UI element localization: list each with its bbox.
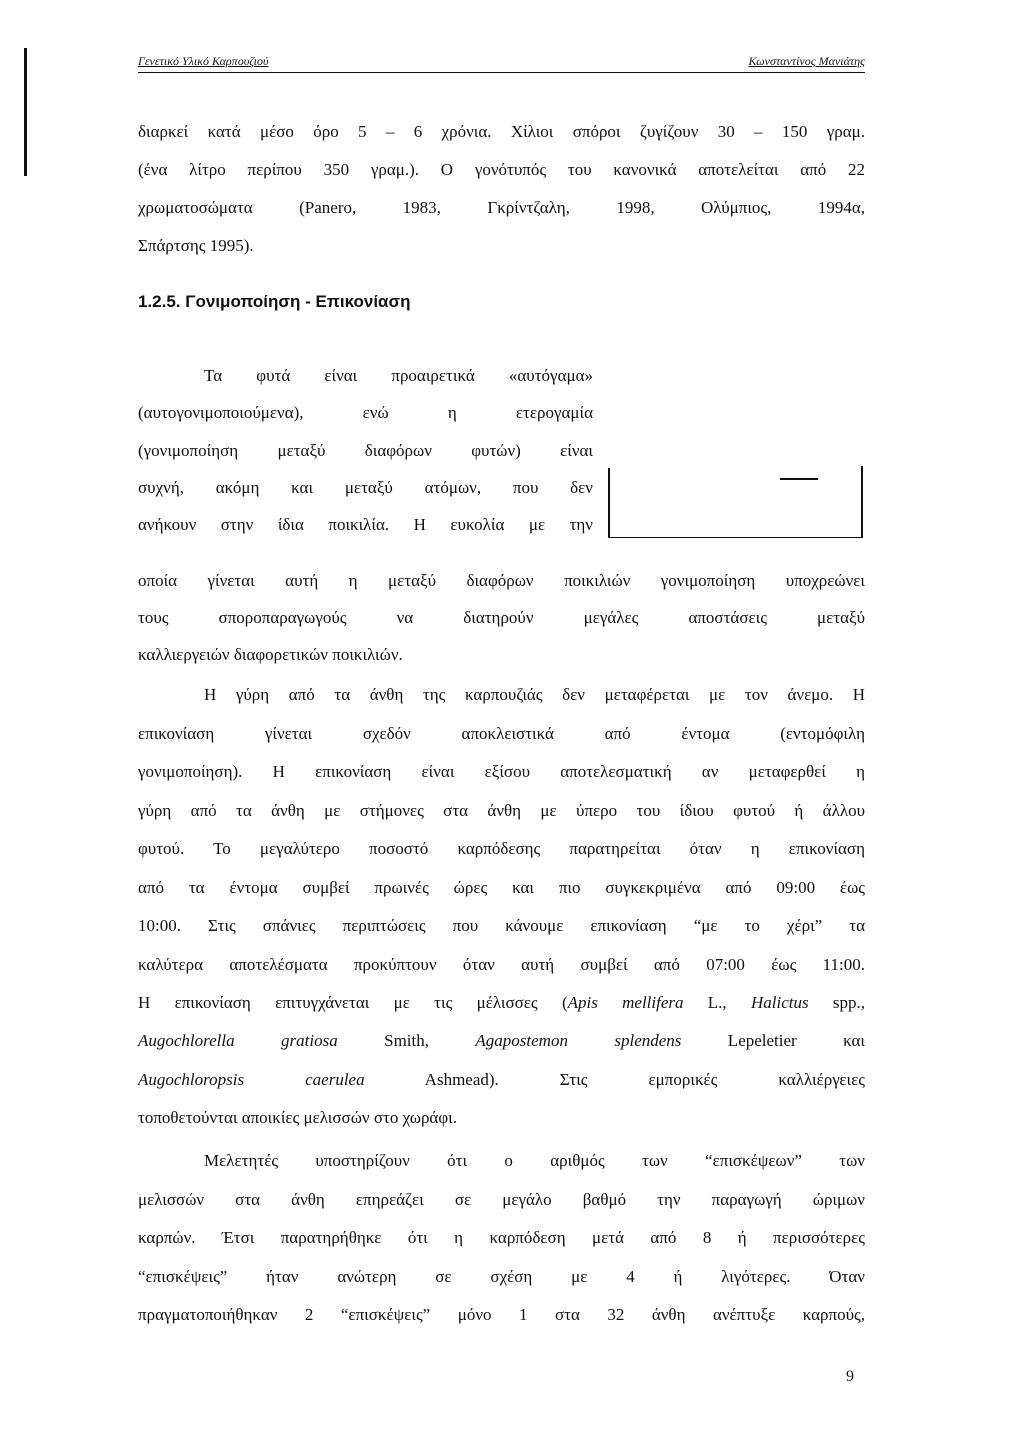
species-name: Augochlorella gratiosa [138, 1031, 338, 1050]
text-line: γονιμοποίηση). Η επικονίαση είναι εξίσου αποτελεσματική αν μεταφερθεί η [138, 762, 865, 781]
text-line: συχνή, ακόμη και μεταξύ ατόμων, που δεν [138, 478, 593, 497]
text-line: καλλιεργειών διαφορετικών ποικιλιών. [138, 645, 403, 664]
section-heading: 1.2.5. Γονιμοποίηση - Επικονίαση [138, 292, 411, 311]
header-author: Κωνσταντίνος Μανιάτης [748, 54, 865, 68]
text-line: “επισκέψεις” ήταν ανώτερη σε σχέση με 4 ή λιγότερες. Όταν [138, 1267, 865, 1286]
species-name: Apis mellifera [567, 993, 684, 1012]
figure-placeholder-box [608, 466, 863, 538]
text-line: επικονίαση γίνεται σχεδόν αποκλειστικά από έντομα (εντομόφιλη [138, 724, 865, 743]
text-line: (ένα λίτρο περίπου 350 γραμ.). Ο γονότυπός του κανονικά αποτελείται από 22 [138, 160, 865, 179]
text-line: Augochloropsis caerulea Ashmead). Στις εμπορικές καλλιέργειες [138, 1070, 865, 1089]
text-line: (γονιμοποίηση μεταξύ διαφόρων φυτών) είναι [138, 441, 593, 460]
text-line: μελισσών στα άνθη επηρεάζει σε μεγάλο βαθμό την παραγωγή ώριμων [138, 1190, 865, 1209]
text-line: Σπάρτσης 1995). [138, 236, 254, 255]
text-line: διαρκεί κατά μέσο όρο 5 – 6 χρόνια. Χίλιοι σπόροι ζυγίζουν 30 – 150 γραμ. [138, 122, 865, 141]
text-line: γύρη από τα άνθη με στήμονες στα άνθη με ύπερο του ίδιου φυτού ή άλλου [138, 801, 865, 820]
text-line: οποία γίνεται αυτή η μεταξύ διαφόρων ποικιλιών γονιμοποίηση υποχρεώνει [138, 571, 865, 590]
page-number: 9 [846, 1368, 854, 1385]
text-line: ανήκουν στην ίδια ποικιλία. Η ευκολία με την [138, 515, 593, 534]
text-line: καρπών. Έτσι παρατηρήθηκε ότι η καρπόδεση μετά από 8 ή περισσότερες [138, 1228, 865, 1247]
text-line: από τα έντομα συμβεί πρωινές ώρες και πιο συγκεκριμένα από 09:00 έως [138, 878, 865, 897]
text-line: χρωματοσώματα (Panero, 1983, Γκρίντζαλη, 1998, Ολύμπιος, 1994α, [138, 198, 865, 217]
text-line: 10:00. Στις σπάνιες περιπτώσεις που κάνουμε επικονίαση “με το χέρι” τα [138, 916, 865, 935]
text-line: καλύτερα αποτελέσματα προκύπτουν όταν αυτή συμβεί από 07:00 έως 11:00. [138, 955, 865, 974]
species-name: Augochloropsis caerulea [138, 1070, 365, 1089]
text-line: Η γύρη από τα άνθη της καρπουζιάς δεν μεταφέρεται με τον άνεμο. Η [204, 685, 865, 704]
text-line: Μελετητές υποστηρίζουν ότι ο αριθμός των “επισκέψεων” των [204, 1151, 865, 1170]
species-name: Halictus [750, 993, 809, 1012]
scan-edge-bar [24, 48, 27, 176]
species-name: Agapostemon splendens [475, 1031, 682, 1050]
running-header [138, 54, 865, 73]
header-title: Γενετικό Υλικό Καρπουζιού [138, 54, 269, 68]
text-line: Η επικονίαση επιτυγχάνεται με τις μέλισσες (Apis mellifera L., Halictus spp., [138, 993, 865, 1012]
text-line: τοποθετούνται αποικίες μελισσών στο χωράφι. [138, 1108, 457, 1127]
text-line: φυτού. Το μεγαλύτερο ποσοστό καρπόδεσης παρατηρείται όταν η επικονίαση [138, 839, 865, 858]
text-line: Augochlorella gratiosa Smith, Agapostemon splendens Lepeletier και [138, 1031, 866, 1050]
text-line: (αυτογονιμοποιούμενα), ενώ η ετερογαμία [138, 403, 593, 422]
text-line: πραγματοποιήθηκαν 2 “επισκέψεις” μόνο 1 στα 32 άνθη ανέπτυξε καρπούς, [138, 1305, 865, 1324]
text-line: Τα φυτά είναι προαιρετικά «αυτόγαμα» [204, 366, 593, 385]
text-line: τους σποροπαραγωγούς να διατηρούν μεγάλες αποστάσεις μεταξύ [138, 608, 865, 627]
